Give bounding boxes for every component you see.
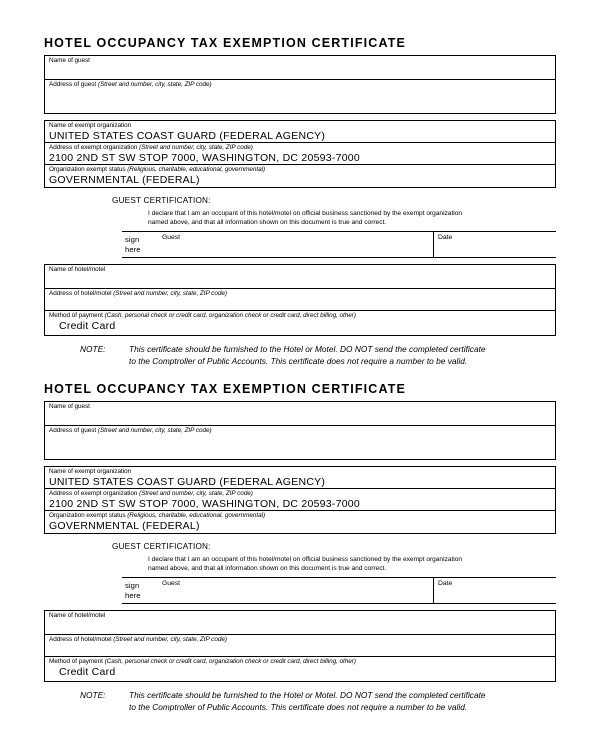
label-signature-date-2: Date — [438, 580, 453, 587]
label-method-of-payment-1: Method of payment (Cash, personal check or credit card, organization check or credit card, direct billing, other) — [49, 312, 356, 319]
field-address-of-guest-2[interactable] — [45, 426, 555, 459]
label-hotel-address-2: Address of hotel/motel (Street and number, city, state, ZIP code) — [49, 636, 227, 643]
field-name-of-guest-1[interactable] — [45, 56, 555, 80]
field-exempt-org-name-2[interactable] — [45, 467, 555, 489]
signature-guest-cell-1[interactable] — [158, 232, 434, 257]
certification-heading-2: GUEST CERTIFICATION: — [112, 542, 211, 551]
guest-information-group-1 — [44, 55, 556, 114]
field-method-of-payment-1[interactable] — [45, 311, 555, 335]
label-guest-signature-1: Guest — [162, 234, 181, 241]
guest-certification-section-1 — [44, 195, 556, 258]
value-exempt-org-address-2: 2100 2ND ST SW STOP 7000, WASHINGTON, DC 20593-7000 — [49, 498, 360, 510]
note-line-1a: This certificate should be furnished to the Hotel or Motel. DO NOT send the completed certificate — [129, 344, 486, 354]
label-address-of-guest-2: Address of guest (Street and number, city, state, ZIP code) — [49, 427, 212, 434]
label-hotel-name-2: Name of hotel/motel — [49, 612, 106, 619]
sign-here-label-1 — [125, 235, 141, 254]
hotel-information-group-2 — [44, 610, 556, 682]
value-exempt-org-status-1: GOVERNMENTAL (FEDERAL) — [49, 174, 200, 186]
guest-information-group-2 — [44, 401, 556, 460]
label-exempt-org-address-2: Address of exempt organization (Street and number, city, state, ZIP code) — [49, 490, 253, 497]
exempt-organization-group-2 — [44, 466, 556, 534]
value-method-of-payment-1: Credit Card — [59, 320, 116, 332]
guest-certification-section-2 — [44, 541, 556, 604]
label-exempt-org-name-2: Name of exempt organization — [49, 468, 132, 475]
value-exempt-org-name-1: UNITED STATES COAST GUARD (FEDERAL AGENCY) — [49, 130, 326, 142]
sign-here-line-1b: here — [125, 244, 141, 254]
note-line-2a: This certificate should be furnished to the Hotel or Motel. DO NOT send the completed certificate — [129, 690, 486, 700]
hotel-information-group-1 — [44, 264, 556, 336]
label-hotel-name-1: Name of hotel/motel — [49, 266, 106, 273]
value-exempt-org-name-2: UNITED STATES COAST GUARD (FEDERAL AGENCY) — [49, 476, 326, 488]
value-exempt-org-address-1: 2100 2ND ST SW STOP 7000, WASHINGTON, DC 20593-7000 — [49, 152, 360, 164]
label-hotel-address-1: Address of hotel/motel (Street and number, city, state, ZIP code) — [49, 290, 227, 297]
sign-here-label-2 — [125, 581, 141, 600]
note-label-1: NOTE: — [80, 344, 106, 354]
note-section-1 — [44, 343, 556, 367]
field-method-of-payment-2[interactable] — [45, 657, 555, 681]
note-label-2: NOTE: — [80, 690, 106, 700]
field-exempt-org-status-2[interactable] — [45, 511, 555, 533]
label-exempt-org-status-1: Organization exempt status (Religious, charitable, educational, governmental) — [49, 166, 266, 173]
label-exempt-org-status-2: Organization exempt status (Religious, charitable, educational, governmental) — [49, 512, 266, 519]
field-hotel-address-1[interactable] — [45, 289, 555, 311]
sign-here-line-2b: here — [125, 590, 141, 600]
field-hotel-name-1[interactable] — [45, 265, 555, 289]
field-exempt-org-name-1[interactable] — [45, 121, 555, 143]
note-section-2 — [44, 689, 556, 713]
field-exempt-org-address-1[interactable] — [45, 143, 555, 165]
label-name-of-guest-2: Name of guest — [49, 403, 90, 410]
note-line-2b: to the Comptroller of Public Accounts. This certificate does not require a number to be valid. — [129, 702, 468, 712]
value-method-of-payment-2: Credit Card — [59, 666, 116, 678]
sign-here-line-1a: sign — [125, 235, 140, 244]
certification-body-text-2: I declare that I am an occupant of this hotel/motel on official business sanctioned by the exempt organization named above, and that all information shown on this document is true and correct. — [148, 556, 463, 572]
value-exempt-org-status-2: GOVERNMENTAL (FEDERAL) — [49, 520, 200, 532]
certification-heading-1: GUEST CERTIFICATION: — [112, 196, 211, 205]
label-address-of-guest-1: Address of guest (Street and number, city, state, ZIP code) — [49, 81, 212, 88]
label-exempt-org-name-1: Name of exempt organization — [49, 122, 132, 129]
signature-date-cell-1[interactable] — [434, 232, 556, 257]
sign-here-line-2a: sign — [125, 581, 140, 590]
label-guest-signature-2: Guest — [162, 580, 181, 587]
certification-body-text-1: I declare that I am an occupant of this hotel/motel on official business sanctioned by the exempt organization named above, and that all information shown on this document is true and correct. — [148, 210, 463, 226]
label-signature-date-1: Date — [438, 234, 453, 241]
label-method-of-payment-2: Method of payment (Cash, personal check or credit card, organization check or credit card, direct billing, other) — [49, 658, 356, 665]
field-address-of-guest-1[interactable] — [45, 80, 555, 113]
signature-guest-cell-2[interactable] — [158, 578, 434, 603]
field-exempt-org-address-2[interactable] — [45, 489, 555, 511]
certificate-copy-2 — [44, 382, 556, 713]
field-name-of-guest-2[interactable] — [45, 402, 555, 426]
signature-row-2 — [122, 577, 556, 604]
page-title-copy-1: HOTEL OCCUPANCY TAX EXEMPTION CERTIFICATE — [44, 36, 406, 50]
field-exempt-org-status-1[interactable] — [45, 165, 555, 187]
signature-row-1 — [122, 231, 556, 258]
note-text-2 — [129, 689, 554, 713]
note-line-1b: to the Comptroller of Public Accounts. This certificate does not require a number to be valid. — [129, 356, 468, 366]
page-title-copy-2: HOTEL OCCUPANCY TAX EXEMPTION CERTIFICATE — [44, 382, 406, 396]
field-hotel-name-2[interactable] — [45, 611, 555, 635]
field-hotel-address-2[interactable] — [45, 635, 555, 657]
note-text-1 — [129, 343, 554, 367]
label-exempt-org-address-1: Address of exempt organization (Street and number, city, state, ZIP code) — [49, 144, 253, 151]
certificate-copy-1 — [44, 36, 556, 367]
signature-date-cell-2[interactable] — [434, 578, 556, 603]
label-name-of-guest-1: Name of guest — [49, 57, 90, 64]
exempt-organization-group-1 — [44, 120, 556, 188]
